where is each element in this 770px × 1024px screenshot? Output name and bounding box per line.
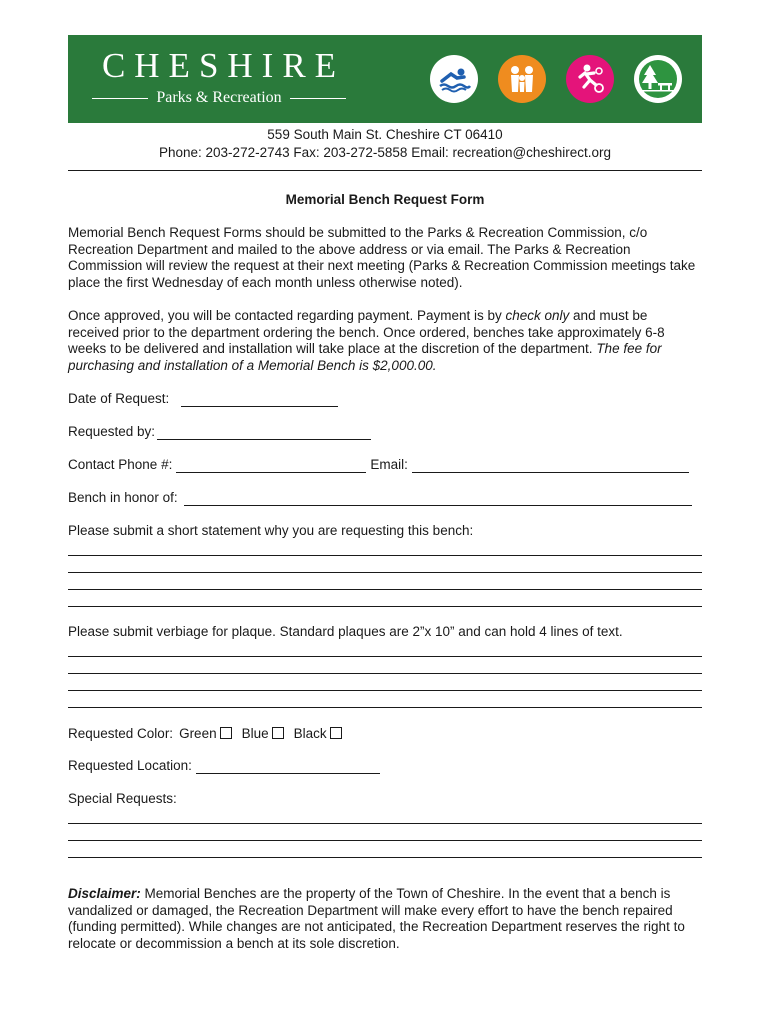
contact-phone-field[interactable] bbox=[176, 459, 366, 473]
color-black-checkbox[interactable] bbox=[330, 727, 342, 739]
bench-honor-row bbox=[68, 490, 702, 506]
color-blue-checkbox[interactable] bbox=[272, 727, 284, 739]
fee-note: The fee for purchasing and installation of a Memorial Bench is $2,000.00. bbox=[68, 341, 662, 373]
answer-line bbox=[68, 556, 702, 573]
brand-rule-right bbox=[290, 98, 346, 99]
email-field[interactable] bbox=[412, 459, 689, 473]
email-label: Email: bbox=[370, 457, 408, 472]
disclaimer-text: Memorial Benches are the property of the Town of Cheshire. In the event that a bench is vandalized or damaged, the Recreation Department will make every effort to have the bench repaired (funding permitted). While changes are not anticipated, the Recreation Department reserves the right to relocate or decommission a bench at its sole discretion. bbox=[68, 886, 685, 951]
date-of-request-row bbox=[68, 391, 702, 407]
payment-paragraph: Once approved, you will be contacted regarding payment. Payment is by check only and must be received prior to the department ordering the bench. Once ordered, benches take approximately 6-8 weeks to be delivered and installation will take place at the discretion of the department. The fee for purchasing and installation of a Memorial Bench is $2,000.00. bbox=[68, 308, 665, 373]
activity-icons bbox=[430, 55, 682, 103]
contact-phone-label: Contact Phone #: bbox=[68, 457, 173, 472]
form-page bbox=[68, 35, 702, 952]
header-divider bbox=[68, 170, 702, 171]
disclaimer-lead: Disclaimer: bbox=[68, 886, 141, 901]
statement-field[interactable] bbox=[68, 539, 702, 607]
color-option-green-label: Green bbox=[179, 726, 217, 741]
plaque-text-field[interactable] bbox=[68, 640, 702, 708]
special-requests-field[interactable] bbox=[68, 807, 702, 858]
date-field[interactable] bbox=[181, 393, 338, 407]
answer-line bbox=[68, 539, 702, 556]
brand-subtitle: Parks & Recreation bbox=[156, 89, 282, 106]
bench-honor-label: Bench in honor of: bbox=[68, 490, 178, 505]
location-label: Requested Location: bbox=[68, 758, 192, 773]
plaque-prompt: Please submit verbiage for plaque. Standard plaques are 2”x 10” and can hold 4 lines of text. bbox=[68, 624, 623, 639]
picnic-tree-icon bbox=[634, 55, 682, 103]
location-field[interactable] bbox=[196, 760, 380, 774]
answer-line bbox=[68, 824, 702, 841]
answer-line bbox=[68, 590, 702, 607]
form-title: Memorial Bench Request Form bbox=[285, 192, 485, 207]
intro-paragraph: Memorial Bench Request Forms should be submitted to the Parks & Recreation Commission, c/o Recreation Department and mailed to the above address or via email. The Parks & Recreation Commission will review the request at their next meeting (Parks & Recreation Commission meetings take place the first Wednesday of each month unless otherwise noted). bbox=[68, 225, 696, 290]
answer-line bbox=[68, 807, 702, 824]
header-banner bbox=[68, 35, 702, 123]
disclaimer bbox=[68, 886, 702, 952]
bench-honor-field[interactable] bbox=[184, 492, 692, 506]
answer-line bbox=[68, 691, 702, 708]
color-option-black-label: Black bbox=[293, 726, 327, 741]
color-option-blue-label: Blue bbox=[241, 726, 269, 741]
brand-name: CHESHIRE bbox=[101, 46, 346, 85]
swimmer-icon bbox=[430, 55, 478, 103]
requested-location-row bbox=[68, 758, 702, 774]
answer-line bbox=[68, 674, 702, 691]
family-icon bbox=[498, 55, 546, 103]
color-green-checkbox[interactable] bbox=[220, 727, 232, 739]
requested-by-label: Requested by: bbox=[68, 424, 156, 439]
check-only-text: check only bbox=[505, 308, 570, 323]
soccer-player-icon bbox=[566, 55, 614, 103]
answer-line bbox=[68, 841, 702, 858]
contact-address bbox=[68, 126, 702, 162]
answer-line bbox=[68, 573, 702, 590]
answer-line bbox=[68, 640, 702, 657]
phone-fax-email-line: Phone: 203-272-2743 Fax: 203-272-5858 Email: recreation@cheshirect.org bbox=[159, 145, 611, 160]
statement-prompt: Please submit a short statement why you are requesting this bench: bbox=[68, 523, 474, 538]
color-label: Requested Color: bbox=[68, 726, 174, 741]
date-label: Date of Request: bbox=[68, 391, 170, 406]
brand-rule-left bbox=[92, 98, 148, 99]
requested-by-field[interactable] bbox=[157, 426, 371, 440]
brand-logo bbox=[80, 46, 358, 107]
answer-line bbox=[68, 657, 702, 674]
special-requests-label: Special Requests: bbox=[68, 791, 177, 806]
address-line: 559 South Main St. Cheshire CT 06410 bbox=[267, 127, 503, 142]
contact-row bbox=[68, 457, 702, 473]
requested-by-row bbox=[68, 424, 702, 440]
requested-color-row bbox=[68, 726, 702, 741]
